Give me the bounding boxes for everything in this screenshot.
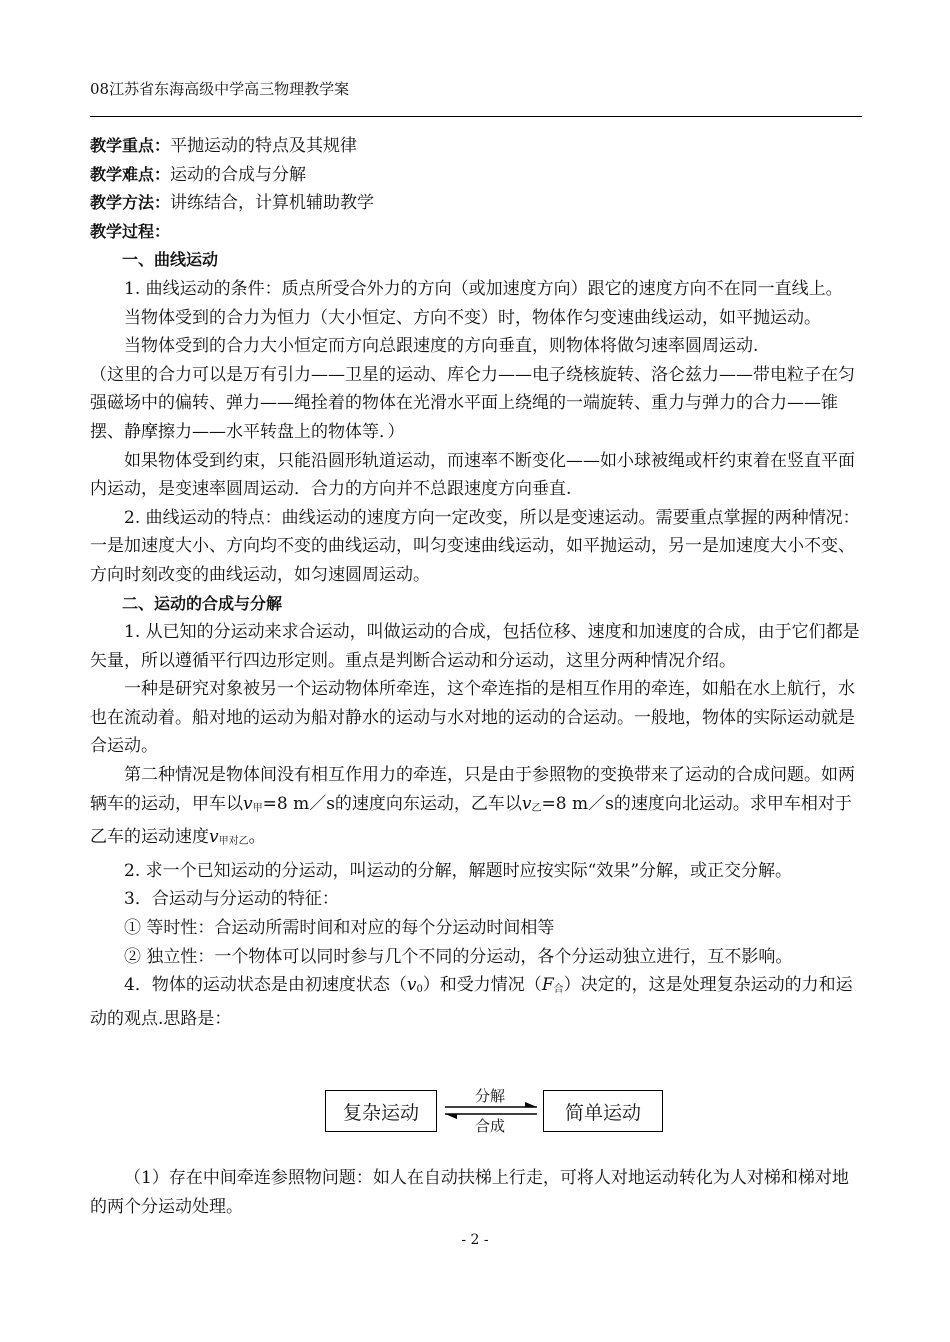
paragraph-motion-state — [90, 971, 862, 1033]
velocity-symbol: v — [243, 793, 253, 814]
text-run: =8 m／s的速度向北运动。求甲车相对于乙车的运动速度 — [90, 793, 852, 848]
document-body-continued — [90, 1164, 862, 1221]
force-symbol: F — [541, 975, 554, 996]
subscript: 0 — [416, 984, 423, 996]
paragraph-relative-velocity — [90, 761, 862, 857]
section-heading: 二、运动的合成与分解 — [122, 593, 283, 613]
paragraph: 当物体受到的合力大小恒定而方向总跟速度的方向垂直，则物体将做匀速率圆周运动. — [124, 336, 759, 357]
decompose-label: 分解 — [475, 1087, 506, 1105]
page-number: - 2 - — [461, 1232, 489, 1248]
text-run: =8 m／s的速度向东运动，乙车以 — [262, 793, 522, 814]
paragraph: 1. 从已知的分运动来求合运动，叫做运动的合成，包括位移、速度和加速度的合成，由于它们都是矢量，所以遵循平行四边形定则。重点是判断合运动和分运动，这里分两种情况介绍。 — [90, 622, 860, 671]
complex-motion-box: 复杂运动 — [325, 1090, 437, 1132]
text-run: ）和受力情况（ — [422, 975, 542, 996]
paragraph: ② 独立性：一个物体可以同时参与几个不同的分运动，各个分运动独立进行，互不影响。 — [124, 946, 793, 967]
paragraph: 2. 曲线运动的特点：曲线运动的速度方向一定改变，所以是变速运动。需要重点掌握的两种情况：一是加速度大小、方向均不变的曲线运动，叫匀变速曲线运动，如平抛运动，另一是加速度大小不变、方向时刻改变的曲线运动，如匀速圆周运动。 — [90, 507, 860, 585]
text-run: 4．物体的运动状态是由初速度状态（ — [124, 975, 407, 996]
meta-value: 运动的合成与分解 — [170, 164, 307, 185]
paragraph: 如果物体受到约束，只能沿圆形轨道运动，而速率不断变化——如小球被绳或杆约束着在竖直平面内运动，是变速率圆周运动．合力的方向并不总跟速度方向垂直. — [90, 450, 855, 500]
meta-method — [90, 189, 862, 218]
paragraph: ① 等时性：合运动所需时间和对应的每个分运动时间相等 — [124, 918, 555, 939]
compose-label: 合成 — [475, 1117, 506, 1135]
meta-label: 教学过程： — [90, 221, 171, 241]
subscript: 合 — [553, 984, 564, 996]
page-header: 08江苏省东海高级中学高三物理教学案 — [90, 80, 350, 98]
text-run: 第二种情况是物体间没有相互作用力的牵连，只是由于参照物的变换带来了运动的合成问题。如两辆车的运动，甲车以 — [90, 765, 855, 814]
subscript: 甲 — [252, 802, 263, 814]
paragraph: 一种是研究对象被另一个运动物体所牵连，这个牵连指的是相互作用的牵连，如船在水上航行，水也在流动着。船对地的运动为船对静水的运动与水对地的运动的合运动。一般地，物体的实际运动就是合运动。 — [90, 679, 855, 757]
text-run: 。 — [248, 827, 266, 848]
paragraph: （1）存在中间牵连参照物问题：如人在自动扶梯上行走，可将人对地运动转化为人对梯和梯对地的两个分运动处理。 — [90, 1168, 849, 1217]
meta-difficulty — [90, 161, 862, 190]
subscript: 甲对乙 — [218, 836, 249, 848]
subscript: 乙 — [531, 802, 542, 814]
text-run: ）决定的，这是处理复杂运动的力和运动的观点.思路是： — [90, 975, 853, 1029]
paragraph: 3．合运动与分运动的特征： — [124, 889, 339, 910]
document-body — [90, 132, 862, 1033]
meta-value: 讲练结合，计算机辅助教学 — [170, 193, 375, 214]
paragraph: 当物体受到的合力为恒力（大小恒定、方向不变）时，物体作匀变速曲线运动，如平抛运动。 — [124, 307, 821, 328]
meta-process — [90, 218, 862, 247]
header-rule — [90, 116, 862, 117]
simple-motion-box: 简单运动 — [543, 1090, 663, 1132]
meta-focus — [90, 132, 862, 161]
velocity-symbol: v — [209, 827, 219, 848]
meta-label: 教学重点： — [90, 136, 171, 155]
section-heading: 一、曲线运动 — [122, 250, 219, 270]
velocity-symbol: v — [406, 975, 417, 996]
meta-label: 教学方法： — [90, 193, 171, 213]
meta-value: 平抛运动的特点及其规律 — [170, 136, 358, 156]
decomposition-diagram — [325, 1086, 665, 1136]
meta-label: 教学难点： — [90, 164, 171, 184]
paragraph: （这里的合力可以是万有引力——卫星的运动、库仑力——电子绕核旋转、洛仑兹力——带电粒子在匀强磁场中的偏转、弹力——绳拴着的物体在光滑水平面上绕绳的一端旋转、重力与弹力的合力——锥摆、静摩擦力——水平转盘上的物体等．） — [90, 364, 855, 442]
paragraph: 2. 求一个已知运动的分运动，叫运动的分解，解题时应按实际“效果”分解，或正交分解。 — [124, 860, 793, 881]
velocity-symbol: v — [521, 793, 532, 814]
paragraph: 1. 曲线运动的条件：质点所受合外力的方向（或加速度方向）跟它的速度方向不在同一直线上。 — [124, 278, 843, 299]
